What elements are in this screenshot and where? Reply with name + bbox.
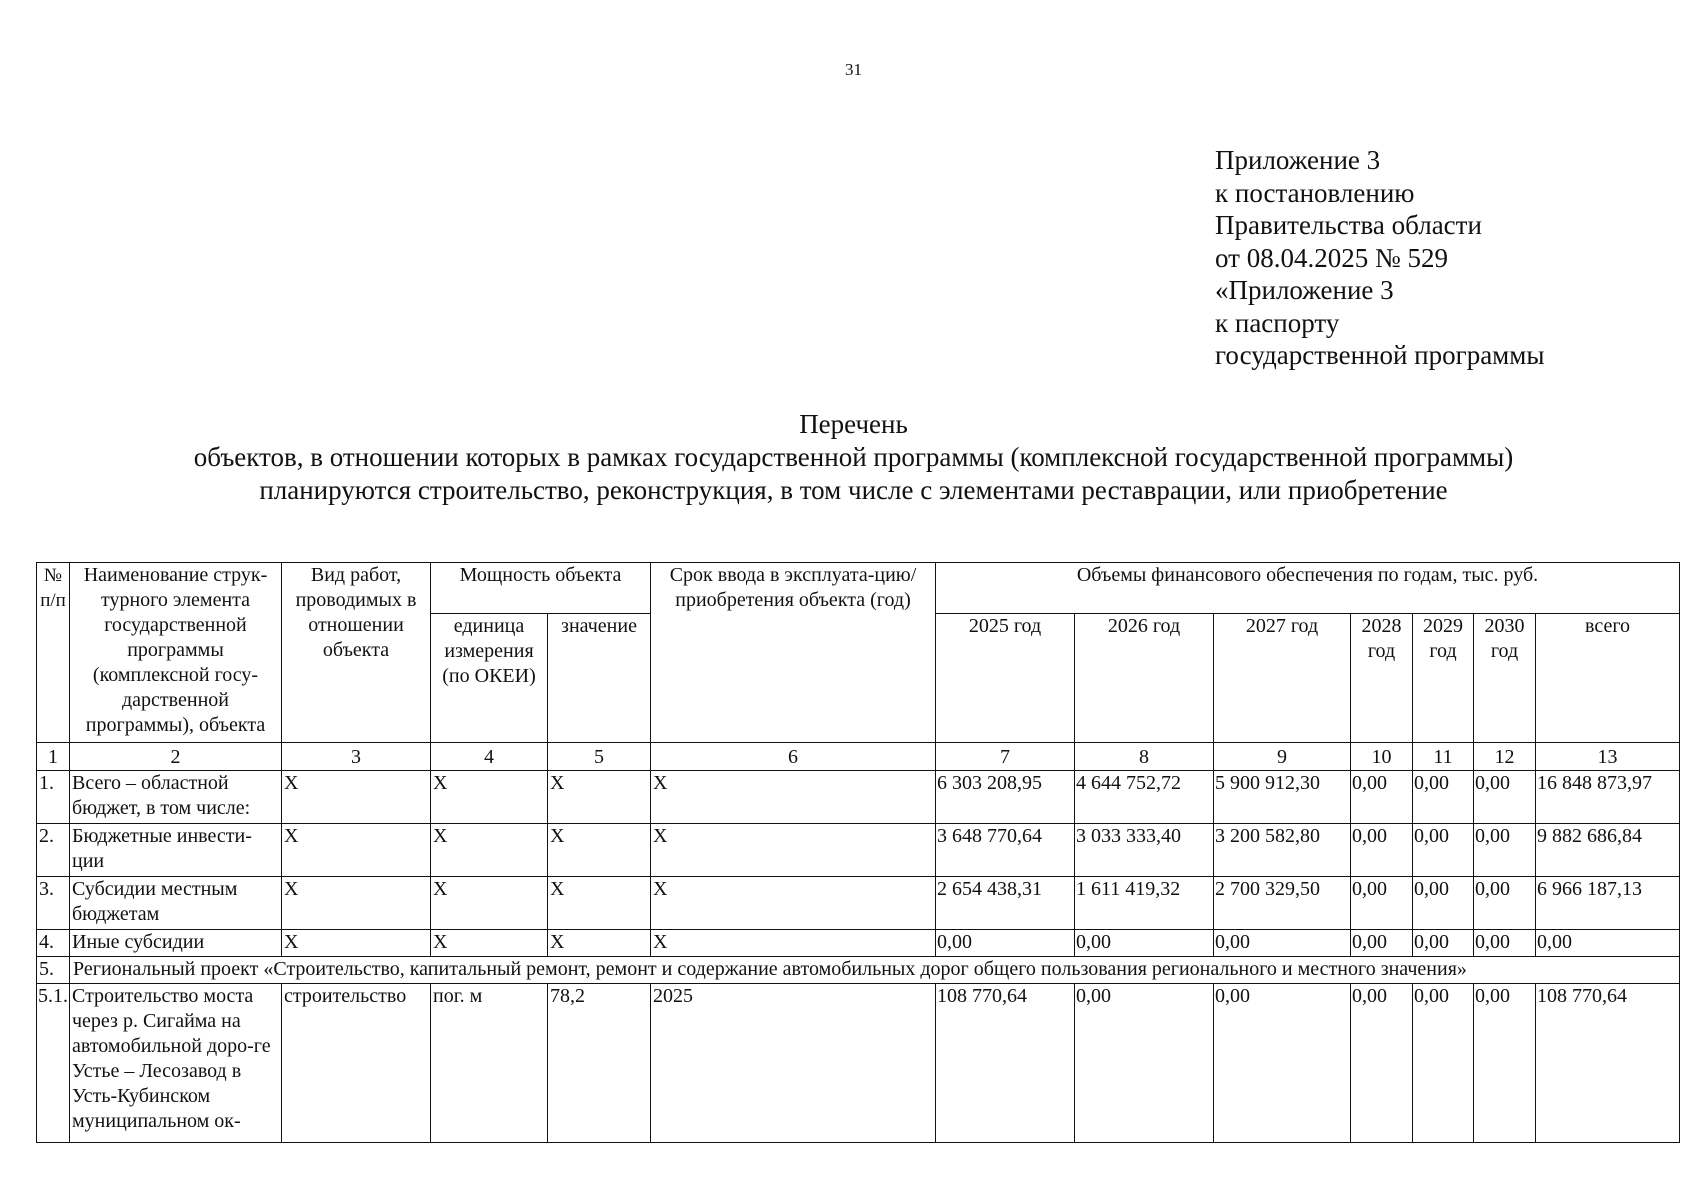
objects-table (36, 562, 1680, 1143)
row-total: 0,00 (1536, 930, 1680, 957)
row-2028: 0,00 (1351, 771, 1413, 824)
title-line: планируются строительство, реконструкция, в том числе с элементами реставрации, или приобретение (259, 475, 1448, 505)
table-row (37, 930, 1680, 957)
header-finance: Объемы финансового обеспечения по годам, тыс. руб. (936, 563, 1680, 614)
row-2029: 0,00 (1413, 824, 1474, 877)
row-term: X (651, 771, 936, 824)
header-capacity: Мощность объекта (431, 563, 651, 614)
row-2026: 4 644 752,72 (1075, 771, 1214, 824)
column-number: 13 (1536, 743, 1680, 771)
column-number: 4 (431, 743, 548, 771)
row-value: X (548, 930, 651, 957)
row-unit: X (431, 930, 548, 957)
header-2027: 2027 год (1214, 614, 1351, 743)
row-2025: 3 648 770,64 (936, 824, 1075, 877)
page-number: 31 (845, 60, 862, 79)
column-number: 8 (1075, 743, 1214, 771)
row-total: 6 966 187,13 (1536, 877, 1680, 930)
row-name: Бюджетные инвести-ции (70, 824, 282, 877)
row-term: X (651, 824, 936, 877)
row-2026: 0,00 (1075, 984, 1214, 1143)
header-num: № п/п (37, 563, 70, 743)
row-name: Всего – областной бюджет, в том числе: (70, 771, 282, 824)
row-2025: 108 770,64 (936, 984, 1075, 1143)
row-num: 5.1. (37, 984, 70, 1143)
table-row (37, 984, 1680, 1143)
row-num: 2. (37, 824, 70, 877)
row-work-type: X (282, 877, 431, 930)
column-numbers-row (37, 743, 1680, 771)
row-name: Строительство моста через р. Сигайма на автомобильной доро-ге Устье – Лесозавод в Усть-Кубинском муниципальном ок- (70, 984, 282, 1143)
appendix-line: к постановлению (1215, 177, 1415, 208)
row-work-type: X (282, 930, 431, 957)
row-name: Иные субсидии (70, 930, 282, 957)
appendix-block (1215, 144, 1545, 372)
header-term: Срок ввода в эксплуата-цию/приобретения объекта (год) (651, 563, 936, 743)
row-2030: 0,00 (1474, 984, 1536, 1143)
row-work-type: строительство (282, 984, 431, 1143)
row-2027: 2 700 329,50 (1214, 877, 1351, 930)
row-term: X (651, 877, 936, 930)
row-2029: 0,00 (1413, 930, 1474, 957)
row-total: 9 882 686,84 (1536, 824, 1680, 877)
table-row (37, 824, 1680, 877)
row-work-type: X (282, 824, 431, 877)
project-row (37, 957, 1680, 984)
row-2027: 0,00 (1214, 984, 1351, 1143)
title-line: Перечень (799, 409, 908, 439)
row-2025: 2 654 438,31 (936, 877, 1075, 930)
row-num: 5. (37, 957, 70, 984)
row-2028: 0,00 (1351, 930, 1413, 957)
column-number: 6 (651, 743, 936, 771)
column-number: 5 (548, 743, 651, 771)
row-num: 1. (37, 771, 70, 824)
header-name: Наименование струк-турного элемента государственной программы (комплексной госу-дарственной программы), объекта (70, 563, 282, 743)
column-number: 9 (1214, 743, 1351, 771)
row-unit: пог. м (431, 984, 548, 1143)
table-row (37, 877, 1680, 930)
row-work-type: X (282, 771, 431, 824)
row-2027: 5 900 912,30 (1214, 771, 1351, 824)
appendix-line: Приложение 3 (1215, 145, 1381, 175)
header-2028: 2028 год (1351, 614, 1413, 743)
row-2030: 0,00 (1474, 877, 1536, 930)
appendix-line: от 08.04.2025 № 529 (1215, 242, 1448, 273)
column-number: 11 (1413, 743, 1474, 771)
column-number: 3 (282, 743, 431, 771)
column-number: 2 (70, 743, 282, 771)
row-num: 3. (37, 877, 70, 930)
row-total: 108 770,64 (1536, 984, 1680, 1143)
appendix-line: Правительства области (1215, 210, 1482, 240)
row-2026: 3 033 333,40 (1075, 824, 1214, 877)
row-value: X (548, 877, 651, 930)
row-2030: 0,00 (1474, 930, 1536, 957)
header-2025: 2025 год (936, 614, 1075, 743)
project-name: Региональный проект «Строительство, капитальный ремонт, ремонт и содержание автомобильных дорог общего пользования регионального и местного значения» (70, 957, 1680, 984)
row-2030: 0,00 (1474, 771, 1536, 824)
column-number: 12 (1474, 743, 1536, 771)
column-number: 10 (1351, 743, 1413, 771)
row-unit: X (431, 771, 548, 824)
row-2030: 0,00 (1474, 824, 1536, 877)
header-unit: единица измерения (по ОКЕИ) (431, 614, 548, 743)
row-num: 4. (37, 930, 70, 957)
header-work-type: Вид работ, проводимых в отношении объекта (282, 563, 431, 743)
header-row (37, 563, 1680, 614)
appendix-line: «Приложение 3 (1215, 275, 1394, 305)
row-2027: 0,00 (1214, 930, 1351, 957)
header-2030: 2030 год (1474, 614, 1536, 743)
column-number: 1 (37, 743, 70, 771)
row-2026: 0,00 (1075, 930, 1214, 957)
row-value: X (548, 824, 651, 877)
row-total: 16 848 873,97 (1536, 771, 1680, 824)
row-2029: 0,00 (1413, 771, 1474, 824)
row-unit: X (431, 877, 548, 930)
row-2025: 0,00 (936, 930, 1075, 957)
row-2029: 0,00 (1413, 984, 1474, 1143)
row-2028: 0,00 (1351, 824, 1413, 877)
title-line: объектов, в отношении которых в рамках государственной программы (комплексной государственной программы) (193, 442, 1514, 472)
header-value: значение (548, 614, 651, 743)
row-value: X (548, 771, 651, 824)
table-row (37, 771, 1680, 824)
header-2029: 2029 год (1413, 614, 1474, 743)
appendix-line: к паспорту (1215, 307, 1340, 338)
column-number: 7 (936, 743, 1075, 771)
row-2028: 0,00 (1351, 984, 1413, 1143)
row-value: 78,2 (548, 984, 651, 1143)
document-title (0, 408, 1707, 507)
header-2026: 2026 год (1075, 614, 1214, 743)
row-2025: 6 303 208,95 (936, 771, 1075, 824)
row-2027: 3 200 582,80 (1214, 824, 1351, 877)
row-term: 2025 (651, 984, 936, 1143)
appendix-line: государственной программы (1215, 340, 1545, 370)
header-total: всего (1536, 614, 1680, 743)
row-name: Субсидии местным бюджетам (70, 877, 282, 930)
row-term: X (651, 930, 936, 957)
row-2028: 0,00 (1351, 877, 1413, 930)
row-2029: 0,00 (1413, 877, 1474, 930)
row-unit: X (431, 824, 548, 877)
row-2026: 1 611 419,32 (1075, 877, 1214, 930)
